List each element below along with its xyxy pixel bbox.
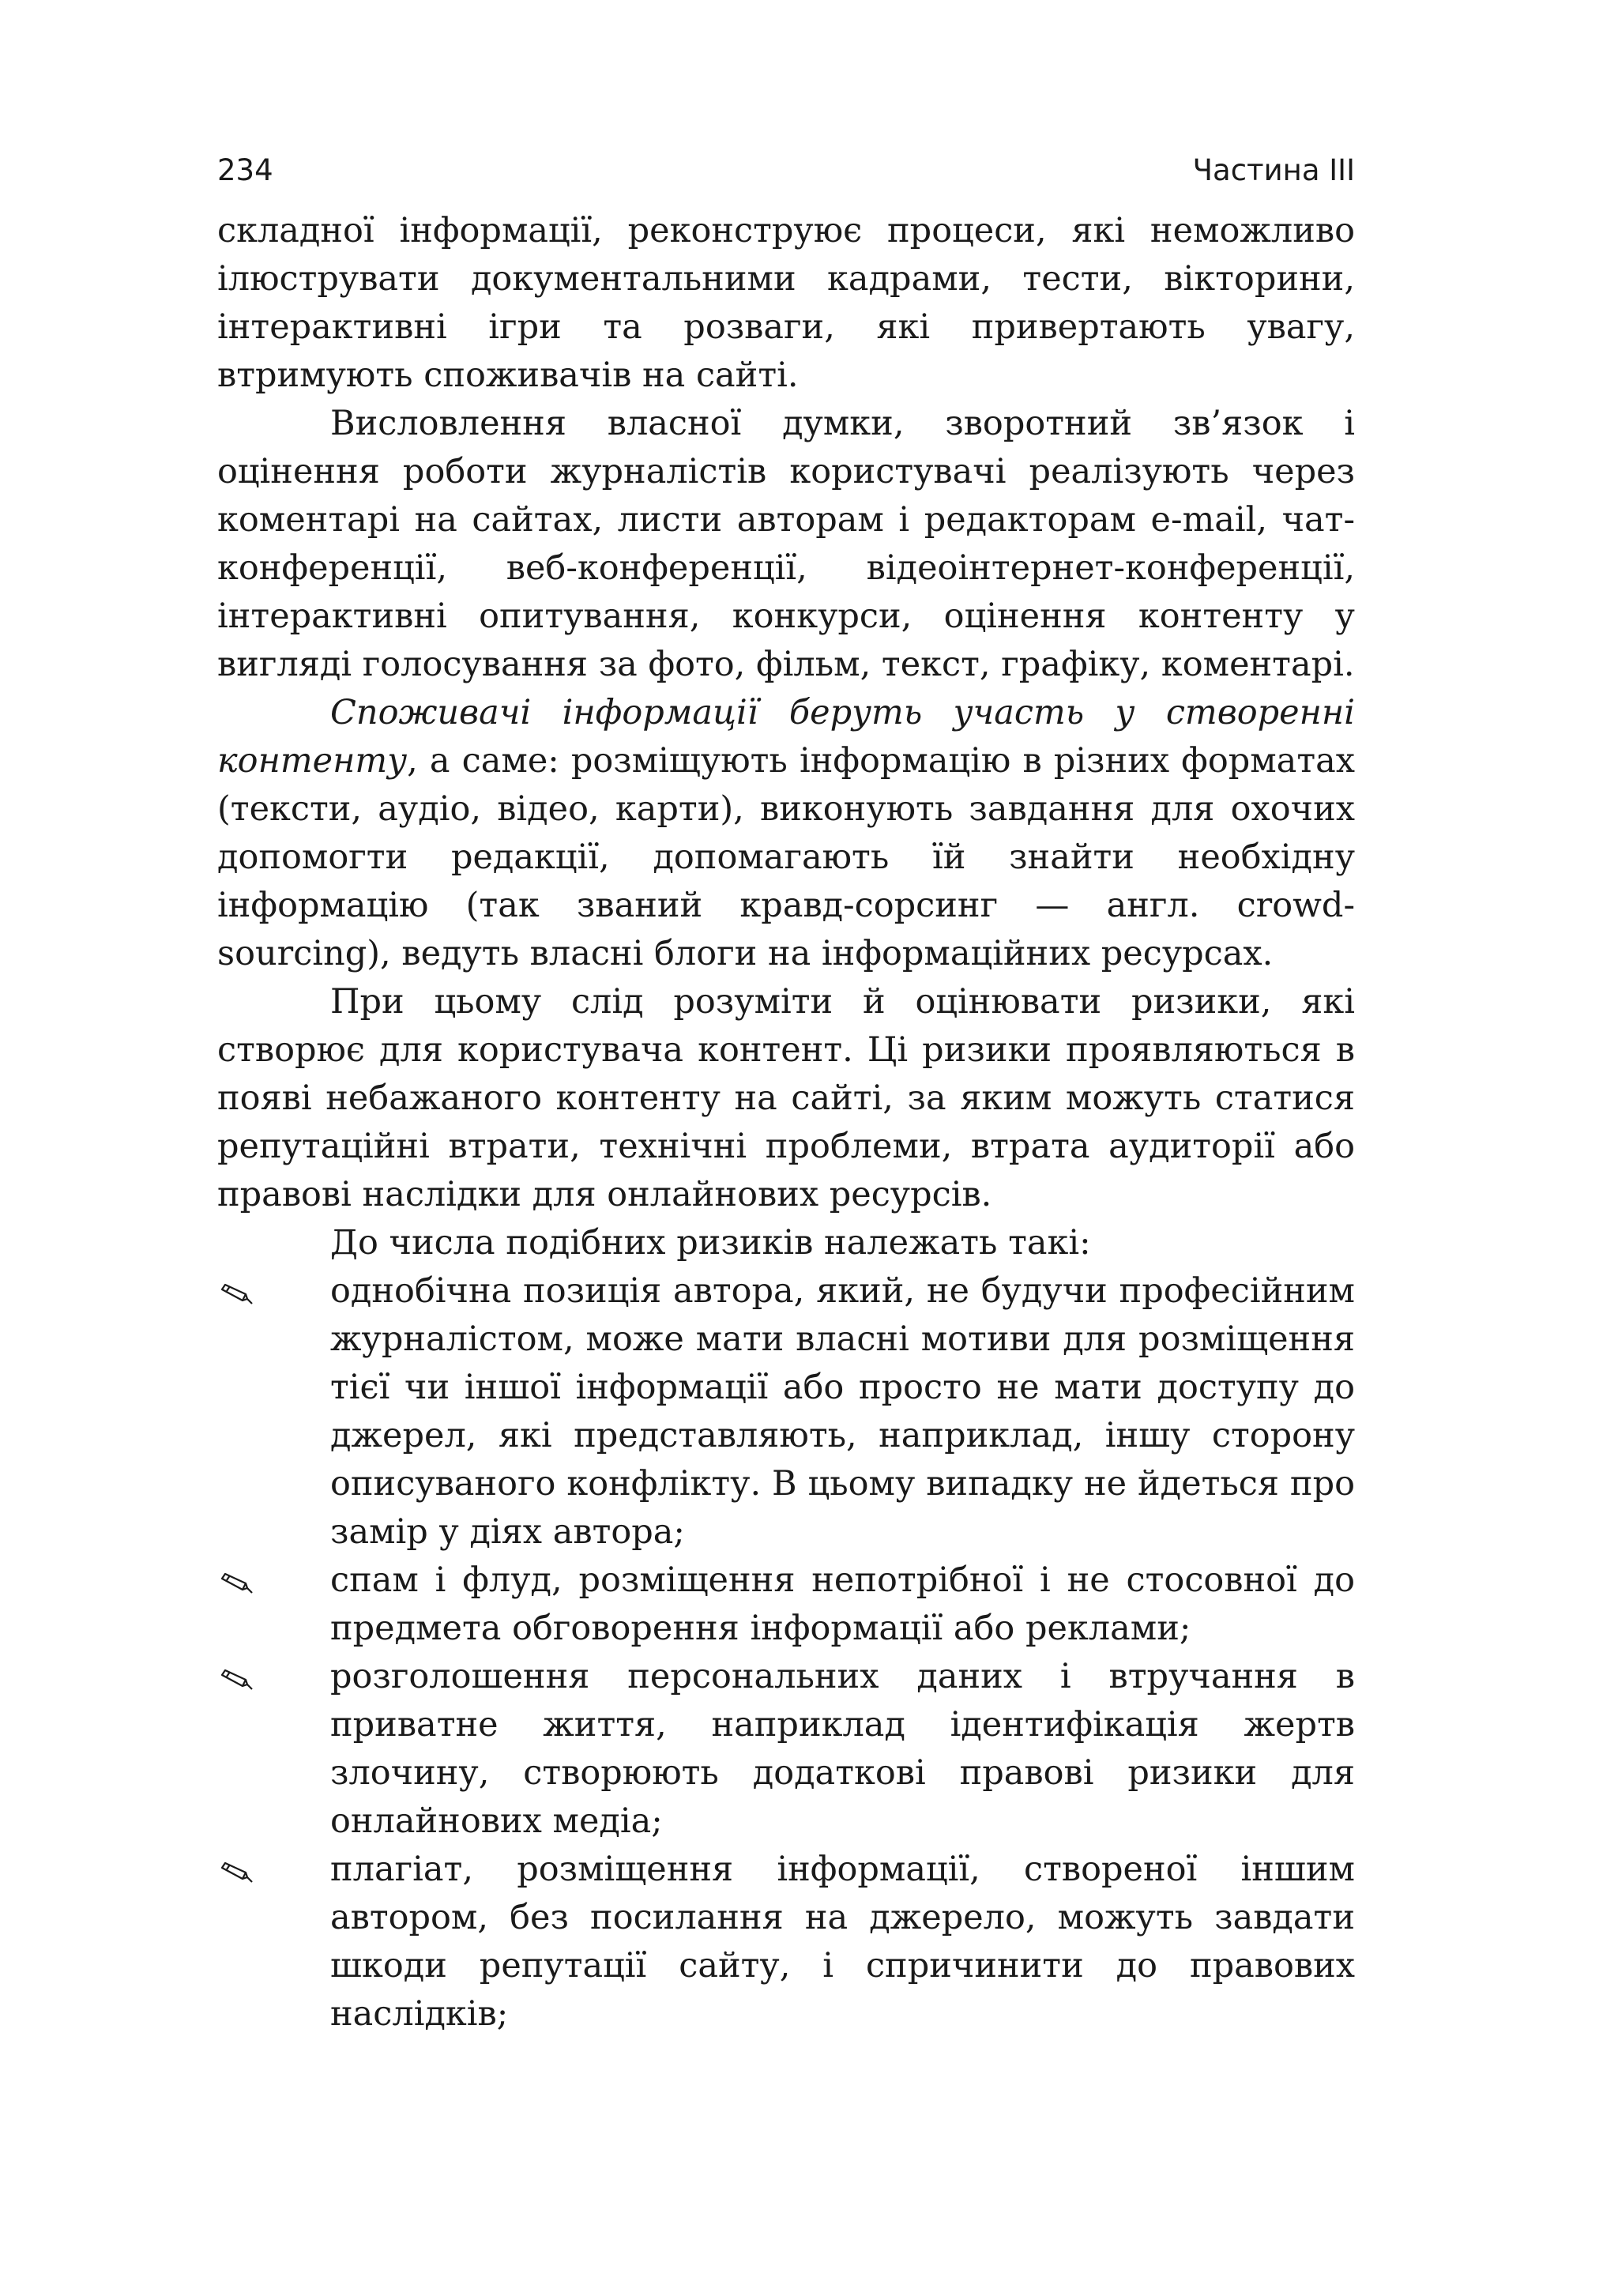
paragraph-user-content-rest: , а саме: розміщують інформацію в різних форматах (тексти, аудіо, відео, карти), виконують завдання для охочих допомогти редакції, допомагають їй знайти необхідну інформацію (так званий кравд-сорсинг — англ. crowd-sourcing), ведуть власні блоги на інформаційних ресурсах. [217,741,1355,973]
list-item [217,1556,1355,1653]
list-item-text: плагіат, розміщення інформації, створеної іншим автором, без посилання на джерело, можуть завдати шкоди репутації сайту, і спричинити до правових наслідків; [330,1850,1355,2034]
pencil-icon [217,1556,265,1605]
italic-lead: Споживачі інформації беруть участь у створенні контенту [217,693,1355,781]
running-title: Частина III [1192,153,1355,187]
paragraph-risks-intro: До числа подібних ризиків належать такі: [330,1223,1091,1263]
paragraph-user-content [217,689,1355,978]
body-text [217,207,1355,2038]
list-item-text: спам і флуд, розміщення непотрібної і не стосовної до предмета обговорення інформації або реклами; [330,1560,1355,1648]
list-item [217,1267,1355,1556]
running-head [217,147,1355,194]
page-number: 234 [217,153,273,187]
paragraph-risks: При цьому слід розуміти й оцінювати ризики, які створює для користувача контент. Ці ризики проявляються в появі небажаного контенту на сайті, за яким можуть статися репутаційні втрати, технічні проблеми, втрата аудиторії або правові наслідки для онлайнових ресурсів. [217,982,1355,1214]
list-item-text: однобічна позиція автора, який, не будучи професійним журналістом, може мати власні мотиви для розміщення тієї чи іншої інформації або просто не мати доступу до джерел, які представляють, наприклад, іншу сторону описуваного конфлікту. В цьому випадку не йдеться про замір у діях автора; [330,1271,1355,1552]
pencil-icon [217,1846,265,1894]
list-item [217,1653,1355,1846]
paragraph-continued: складної інформації, реконструює процеси, які неможливо ілюструвати документальними кадрами, тести, віктoрини, інтерактивні ігри та розваги, які привертають увагу, втримують споживачів на сайті. [217,211,1355,395]
risk-list [217,1267,1355,2038]
paragraph-feedback: Висловлення власної думки, зворотний зв’язок і оцінення роботи журналістів користувачі реалізують через коментарі на сайтах, листи авторам і редакторам e-mail, чат-конференції, веб-конференції, відеоінтернет-конференції, інтерактивні опитування, конкурси, оцінення контенту у вигляді голосування за фото, фільм, текст, графіку, коментарі. [217,404,1355,684]
list-item-text: розголошення персональних даних і втручання в приватне життя, наприклад ідентифікація жертв злочину, створюють додаткові правові ризики для онлайнових медіа; [330,1657,1355,1841]
list-item [217,1846,1355,2038]
pencil-icon [217,1653,265,1701]
pencil-icon [217,1267,265,1315]
